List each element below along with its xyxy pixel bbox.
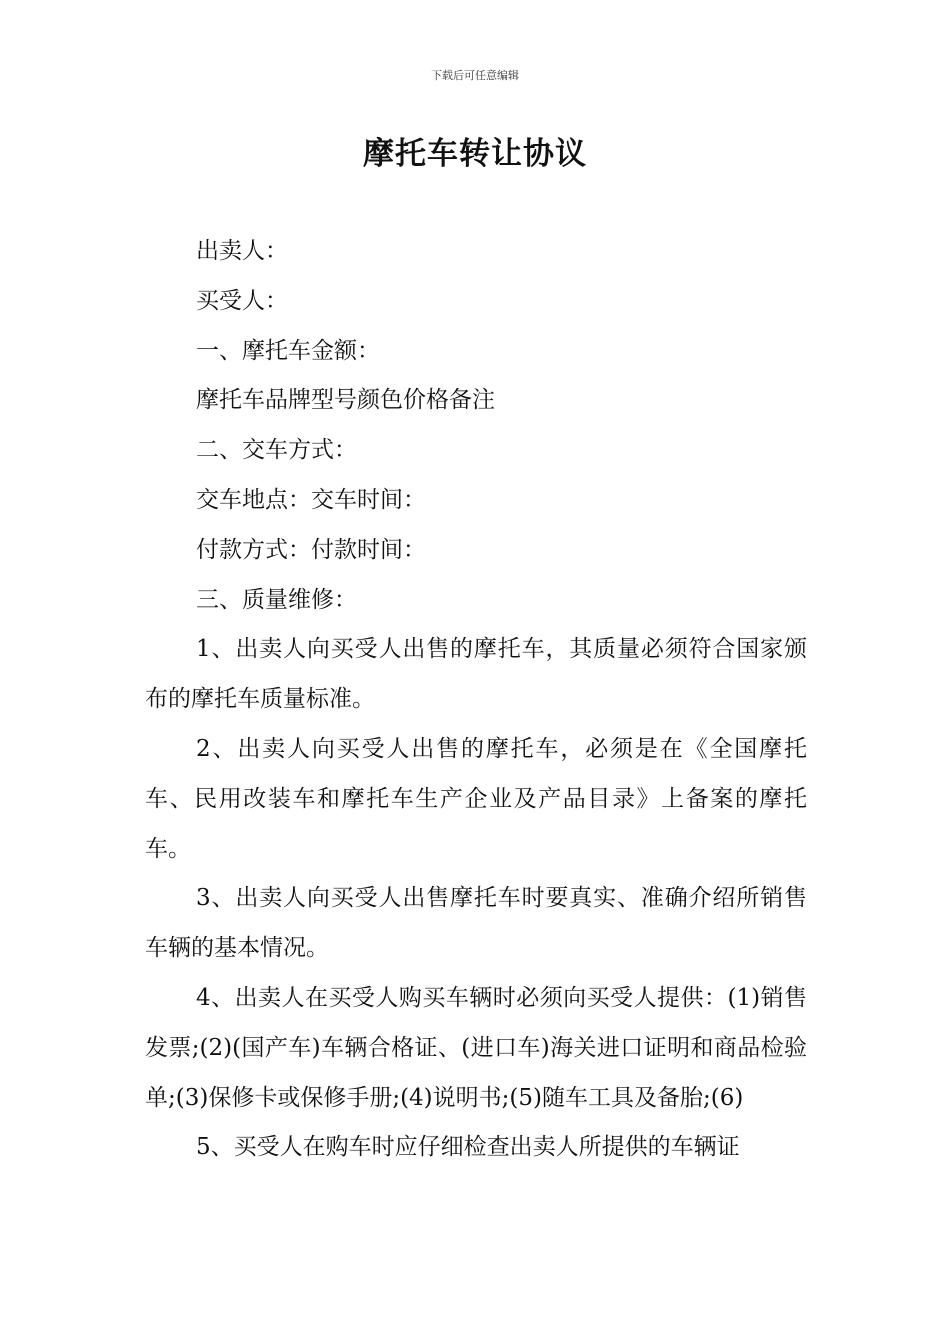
document-title: 摩托车转让协议 <box>363 136 587 172</box>
paragraph-clause-2: 2、出卖人向买受人出售的摩托车，必须是在《全国摩托车、民用改装车和摩托车生产企业及产品目录》上备案的摩托车。 <box>145 735 807 862</box>
header-note: 下载后可任意编辑 <box>431 69 519 82</box>
paragraph-section-quality: 三、质量维修： <box>196 586 357 613</box>
paragraph-payment-method-time: 付款方式：付款时间： <box>196 536 426 563</box>
paragraph-section-delivery: 二、交车方式： <box>196 437 357 464</box>
document-body <box>145 227 807 1173</box>
paragraph-clause-5: 5、买受人在购车时应仔细检查出卖人所提供的车辆证 <box>196 1134 740 1161</box>
paragraph-clause-3: 3、出卖人向买受人出售摩托车时要真实、准确介绍所销售车辆的基本情况。 <box>145 885 807 962</box>
paragraph-clause-1: 1、出卖人向买受人出售的摩托车，其质量必须符合国家颁布的摩托车质量标准。 <box>145 636 807 713</box>
paragraph-clause-4: 4、出卖人在买受人购买车辆时必须向买受人提供：(1)销售发票;(2)(国产车)车辆合格证、(进口车)海关进口证明和商品检验单;(3)保修卡或保修手册;(4)说明书;(5)随车工具及备胎;(6) <box>145 984 807 1111</box>
paragraph-seller: 出卖人： <box>196 238 288 264</box>
paragraph-vehicle-fields: 摩托车品牌型号颜色价格备注 <box>196 387 495 414</box>
paragraph-section-amount: 一、摩托车金额： <box>196 337 380 364</box>
paragraph-delivery-place-time: 交车地点：交车时间： <box>196 486 426 513</box>
paragraph-buyer: 买受人： <box>196 287 288 314</box>
